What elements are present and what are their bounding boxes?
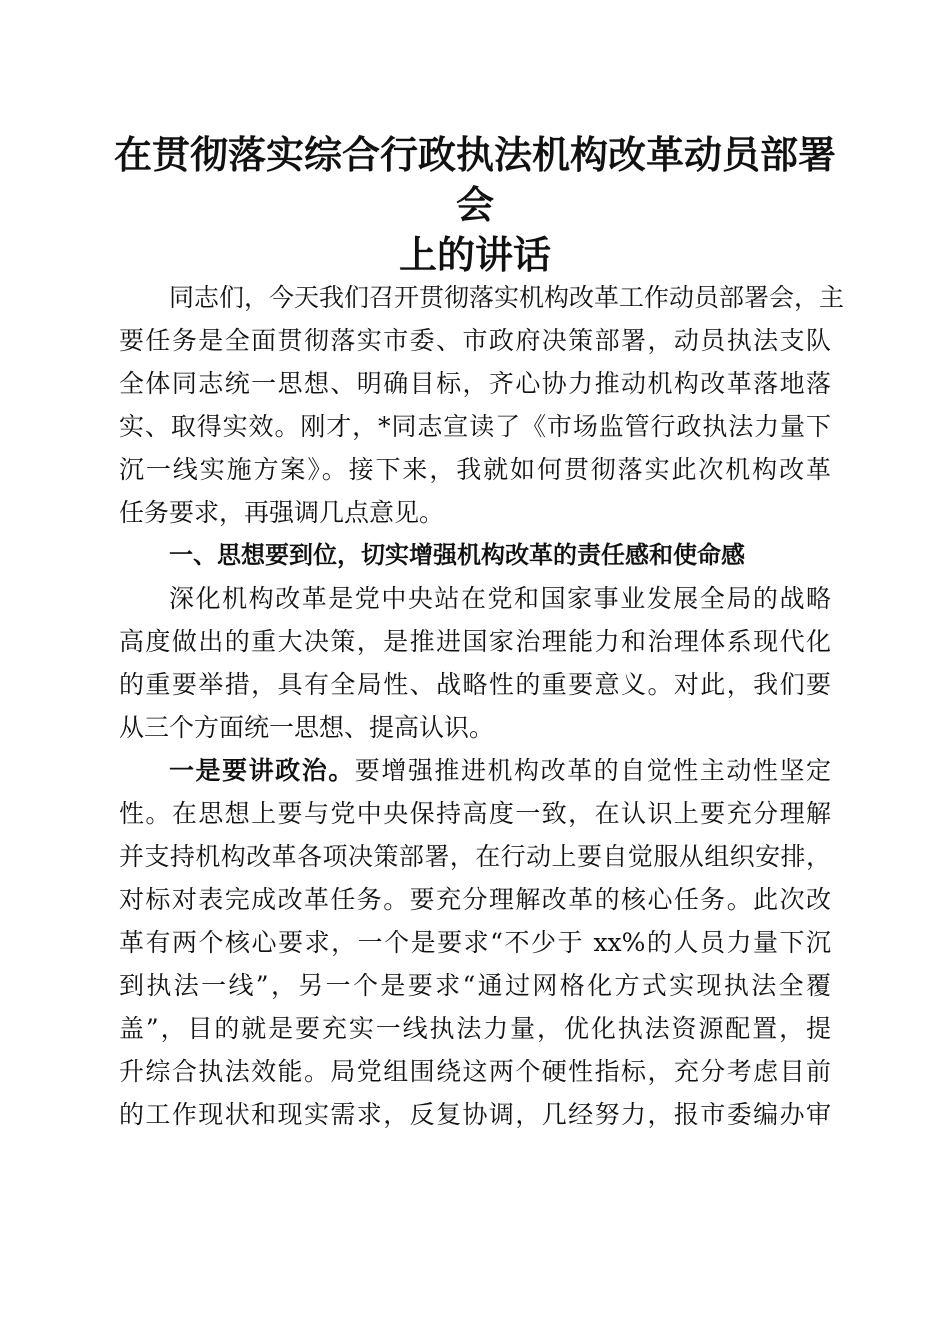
text-line: 到执法一线”，另一个是要求“通过网格化方式实现执法全覆 <box>119 971 831 1000</box>
text-line: 的工作现状和现实需求，反复协调，几经努力，报市委编办审 <box>119 1100 831 1129</box>
text-line: 升综合执法效能。局党组围绕这两个硬性指标，充分考虑目前 <box>119 1057 831 1086</box>
text-line: 任务要求，再强调几点意见。 <box>119 498 445 527</box>
section-heading: 一、思想要到位，切实增强机构改革的责任感和使命感 <box>169 541 745 569</box>
text-line: 沉一线实施方案》。接下来，我就如何贯彻落实此次机构改革 <box>119 455 831 484</box>
text-line <box>119 749 831 792</box>
point-paragraph <box>119 749 831 1136</box>
text-line: 从三个方面统一思想、提高认识。 <box>119 713 495 742</box>
title-line: 上的讲话 <box>398 232 551 277</box>
document-body <box>119 276 845 1136</box>
text-line: 对标对表完成改革任务。要充分理解改革的核心任务。此次改 <box>119 885 831 914</box>
text-line: 革有两个核心要求，一个是要求“不少于 xx%的人员力量下沉 <box>119 928 831 957</box>
text-line: 的重要举措，具有全局性、战略性的重要意义。对此，我们要 <box>119 670 831 699</box>
text-line: 盖”，目的就是要充实一线执法力量，优化执法资源配置，提 <box>119 1014 831 1043</box>
text-line: 深化机构改革是党中央站在党和国家事业发展全局的战略 <box>169 584 831 613</box>
text-line: 同志们，今天我们召开贯彻落实机构改革工作动员部署会，主 <box>169 283 845 312</box>
point-lead: 一是要讲政治。 <box>169 756 355 785</box>
point-text: 要增强推进机构改革的自觉性主动性坚定 <box>354 756 831 785</box>
text-line: 实、取得实效。刚才，*同志宣读了《市场监管行政执法力量下 <box>119 412 831 441</box>
title-line: 在贯彻落实综合行政执法机构改革动员部署会 <box>113 132 836 227</box>
document-title <box>110 130 840 280</box>
text-line: 性。在思想上要与党中央保持高度一致，在认识上要充分理解 <box>119 799 831 828</box>
text-line: 要任务是全面贯彻落实市委、市政府决策部署，动员执法支队 <box>119 326 831 355</box>
text-line: 并支持机构改革各项决策部署，在行动上要自觉服从组织安排， <box>119 842 831 871</box>
text-line: 全体同志统一思想、明确目标，齐心协力推动机构改革落地落 <box>119 369 831 398</box>
text-line: 高度做出的重大决策，是推进国家治理能力和治理体系现代化 <box>119 627 831 656</box>
section-paragraph <box>119 577 831 749</box>
intro-paragraph <box>119 276 845 534</box>
